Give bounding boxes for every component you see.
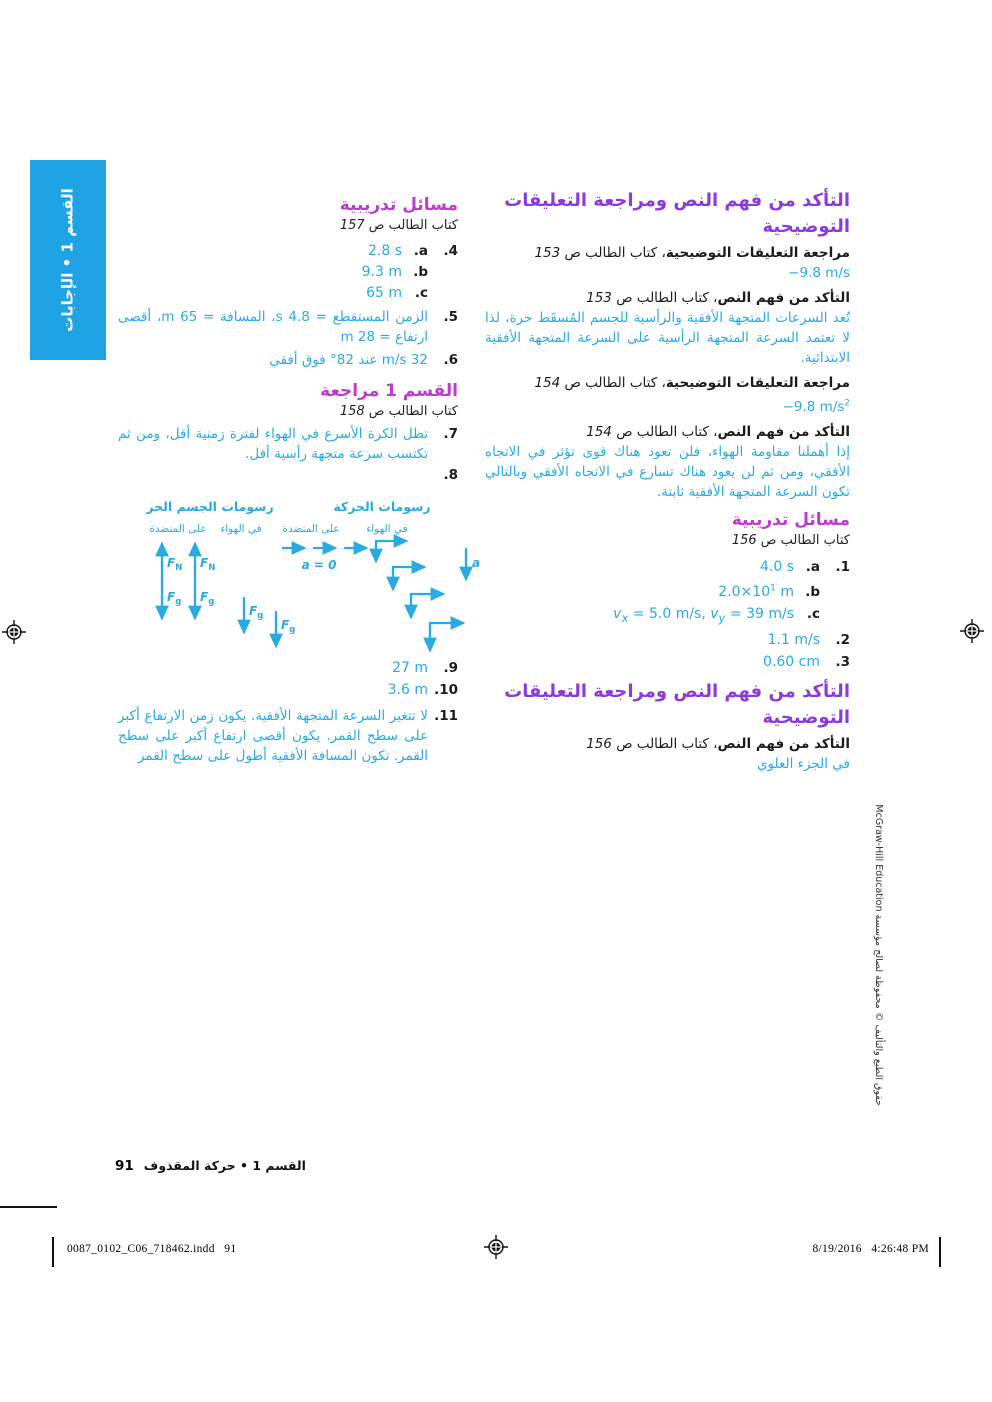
answer-number: 9.: [443, 660, 458, 676]
answer-block-head: مراجعة التعليقات التوضيحية، كتاب الطالب ص 153: [534, 245, 850, 261]
answer-row: [118, 679, 458, 701]
answer-value: 0.60 cm: [763, 653, 820, 670]
answer-letter: c.: [414, 285, 428, 301]
force-gravity-label: $F_g$: [281, 618, 296, 635]
answer-number: 6.: [443, 352, 458, 368]
answer-row: [118, 423, 458, 464]
print-file-info: 0087_0102_C06_718462.indd 91: [67, 1243, 237, 1255]
answer-number: 4.: [443, 243, 458, 259]
answer-letter: c.: [806, 606, 820, 623]
answer-text: 32 m/s عند 82° فوق أفقي: [269, 352, 428, 368]
answer-value: $v_x = 5.0$ m/s, $v_y = 39$ m/s: [613, 606, 794, 625]
footer-page-number: 91: [115, 1158, 134, 1174]
footer-section-title: القسم 1 • حركة المقذوف: [143, 1158, 306, 1173]
motion-diagrams-title: رسومات الحركة: [333, 499, 431, 514]
acceleration-zero-label: a = 0: [301, 558, 337, 572]
answer-value: 27 m: [392, 660, 428, 676]
answer-block: [485, 374, 850, 417]
student-book-page-ref: 153: [586, 290, 612, 306]
answer-row: [485, 603, 850, 629]
answer-row: [118, 464, 458, 486]
student-book-page-ref: 154: [586, 423, 612, 440]
on-table-label: على المنضدة: [282, 523, 340, 535]
registration-mark-icon: [960, 619, 984, 643]
answer-value: −9.8 m/s: [788, 265, 850, 281]
answer-text: تُعد السرعات المتجهة الأفقية والرأسية للجسم المُسقَط حرة، لذا لا تعتمد السرعة المتجهة الرأسية على السرعة المتجهة الأفقية الابتدائية.: [485, 310, 850, 366]
answer-value: 9.3 m: [361, 264, 402, 280]
free-body-diagrams-title: رسومات الجسم الحر: [146, 499, 274, 514]
section-tab: [30, 160, 106, 360]
student-book-page-ref: 153: [534, 245, 561, 261]
trim-tick: [52, 1237, 54, 1267]
print-datetime: 8/19/2016 4:26:48 PM: [812, 1243, 929, 1255]
acceleration-label: a: [472, 556, 481, 570]
answer-block-head: التأكد من فهم النص، كتاب الطالب ص 156: [586, 735, 850, 752]
student-book-ref-line: كتاب الطالب ص 158: [339, 404, 458, 419]
practice-problems-heading: مسائل تدريبية: [339, 195, 458, 215]
answer-letter: a.: [413, 243, 428, 259]
force-gravity-label: $F_g$: [200, 590, 215, 607]
trim-tick: [939, 1237, 941, 1267]
student-book-page-ref: 156: [586, 735, 612, 752]
answer-number: 3.: [835, 653, 850, 670]
answer-value: $2.0\times 10^1$ m: [718, 583, 794, 601]
copyright-vertical-text: حقوق الطبع والتأليف © محفوظة لصالح مؤسسة McGraw-Hill Education: [873, 804, 884, 1106]
practice-problems-heading: مسائل تدريبية: [731, 509, 850, 530]
answer-number: 8.: [443, 467, 458, 483]
student-book-page-ref: 154: [534, 375, 561, 391]
trim-rule: [0, 1206, 57, 1208]
on-table-label: على المنضدة: [149, 523, 207, 535]
answer-block: [485, 735, 850, 774]
force-normal-label: $F_N$: [167, 556, 183, 573]
answer-number: 11.: [434, 708, 458, 724]
answer-row: [485, 651, 850, 673]
section-heading-check-annotations: التأكد من فهم النص ومراجعة التعليقات التوضيحية: [504, 680, 850, 728]
section-review-heading: القسم 1 مراجعة: [320, 381, 458, 401]
force-gravity-label: $F_g$: [249, 604, 264, 621]
answers-column-left: [118, 193, 458, 766]
answer-text: تظل الكرة الأسرع في الهواء لفترة زمنية أقل، ومن ثم تكتسب سرعة متجهة رأسية أقل.: [118, 426, 428, 462]
answer-row: [485, 556, 850, 578]
free-body-and-motion-diagram: [114, 497, 482, 667]
force-normal-label: $F_N$: [200, 556, 216, 573]
student-book-ref-line: كتاب الطالب ص 157: [339, 218, 458, 233]
answer-number: 2.: [835, 631, 850, 648]
answer-value: 2.8 s: [367, 243, 402, 259]
registration-mark-icon: [484, 1235, 508, 1259]
answer-text: الزمن المستقطع = 4.8 s، المسافة = 65 m، أقصى ارتفاع = 28 m: [118, 309, 429, 345]
answer-value: 4.0 s: [759, 558, 794, 575]
answer-text: لا تتغير السرعة المتجهة الأفقية. يكون زمن الارتفاع أكبر على سطح القمر. يكون أقصى ارتفاع أكبر على سطح القمر. تكون المسافة الأفقية أطول على سطح القمر: [118, 708, 428, 764]
answer-letter: b.: [413, 264, 428, 280]
in-air-label: في الهواء: [366, 523, 408, 535]
answer-block-head: التأكد من فهم النص، كتاب الطالب ص 154: [586, 423, 850, 440]
answer-block: [485, 289, 850, 368]
section-heading-check-annotations: التأكد من فهم النص ومراجعة التعليقات التوضيحية: [504, 190, 850, 237]
answer-value: 3.6 m: [387, 682, 428, 698]
answer-value: −9.8 $m/s^2$: [782, 398, 850, 415]
registration-mark-icon: [2, 620, 26, 644]
answer-number: 10.: [434, 682, 458, 698]
answer-number: 1.: [835, 558, 850, 575]
answer-value: 1.1 m/s: [767, 631, 820, 648]
answer-row: [118, 241, 458, 262]
page-footer: [115, 1158, 306, 1174]
answer-text: إذا أهملنا مقاومة الهواء، فلن تعود هناك قوى تؤثر في الاتجاه الأفقي، ومن ثم لن يعود هناك تسارع في الاتجاه الأفقي وبالتالي تكون السرعة المتجهة الأفقية ثابتة.: [485, 443, 850, 500]
answer-letter: b.: [805, 584, 820, 601]
answer-block-head: مراجعة التعليقات التوضيحية، كتاب الطالب ص 154: [534, 375, 850, 391]
answer-row: [485, 578, 850, 604]
answer-row: [118, 262, 458, 283]
answer-row: [485, 629, 850, 651]
answer-block: [485, 244, 850, 283]
answer-block: [485, 423, 850, 502]
answer-letter: a.: [805, 558, 820, 575]
answer-row: [118, 283, 458, 304]
section-tab-label: القسم 1 • الإجابات: [59, 188, 78, 332]
answer-row: [118, 349, 458, 371]
in-air-label: في الهواء: [220, 523, 262, 535]
student-book-ref-line: كتاب الطالب ص 156: [731, 532, 850, 548]
answer-row: [118, 306, 458, 347]
answer-row: [118, 705, 458, 766]
answer-block-head: التأكد من فهم النص، كتاب الطالب ص 153: [586, 290, 850, 306]
answer-value: 65 m: [366, 285, 402, 301]
answer-text: في الجزء العلوي: [756, 755, 850, 772]
force-gravity-label: $F_g$: [167, 590, 182, 607]
answer-number: 7.: [443, 426, 458, 442]
answers-column-right: [485, 188, 850, 780]
answer-number: 5.: [443, 309, 458, 325]
